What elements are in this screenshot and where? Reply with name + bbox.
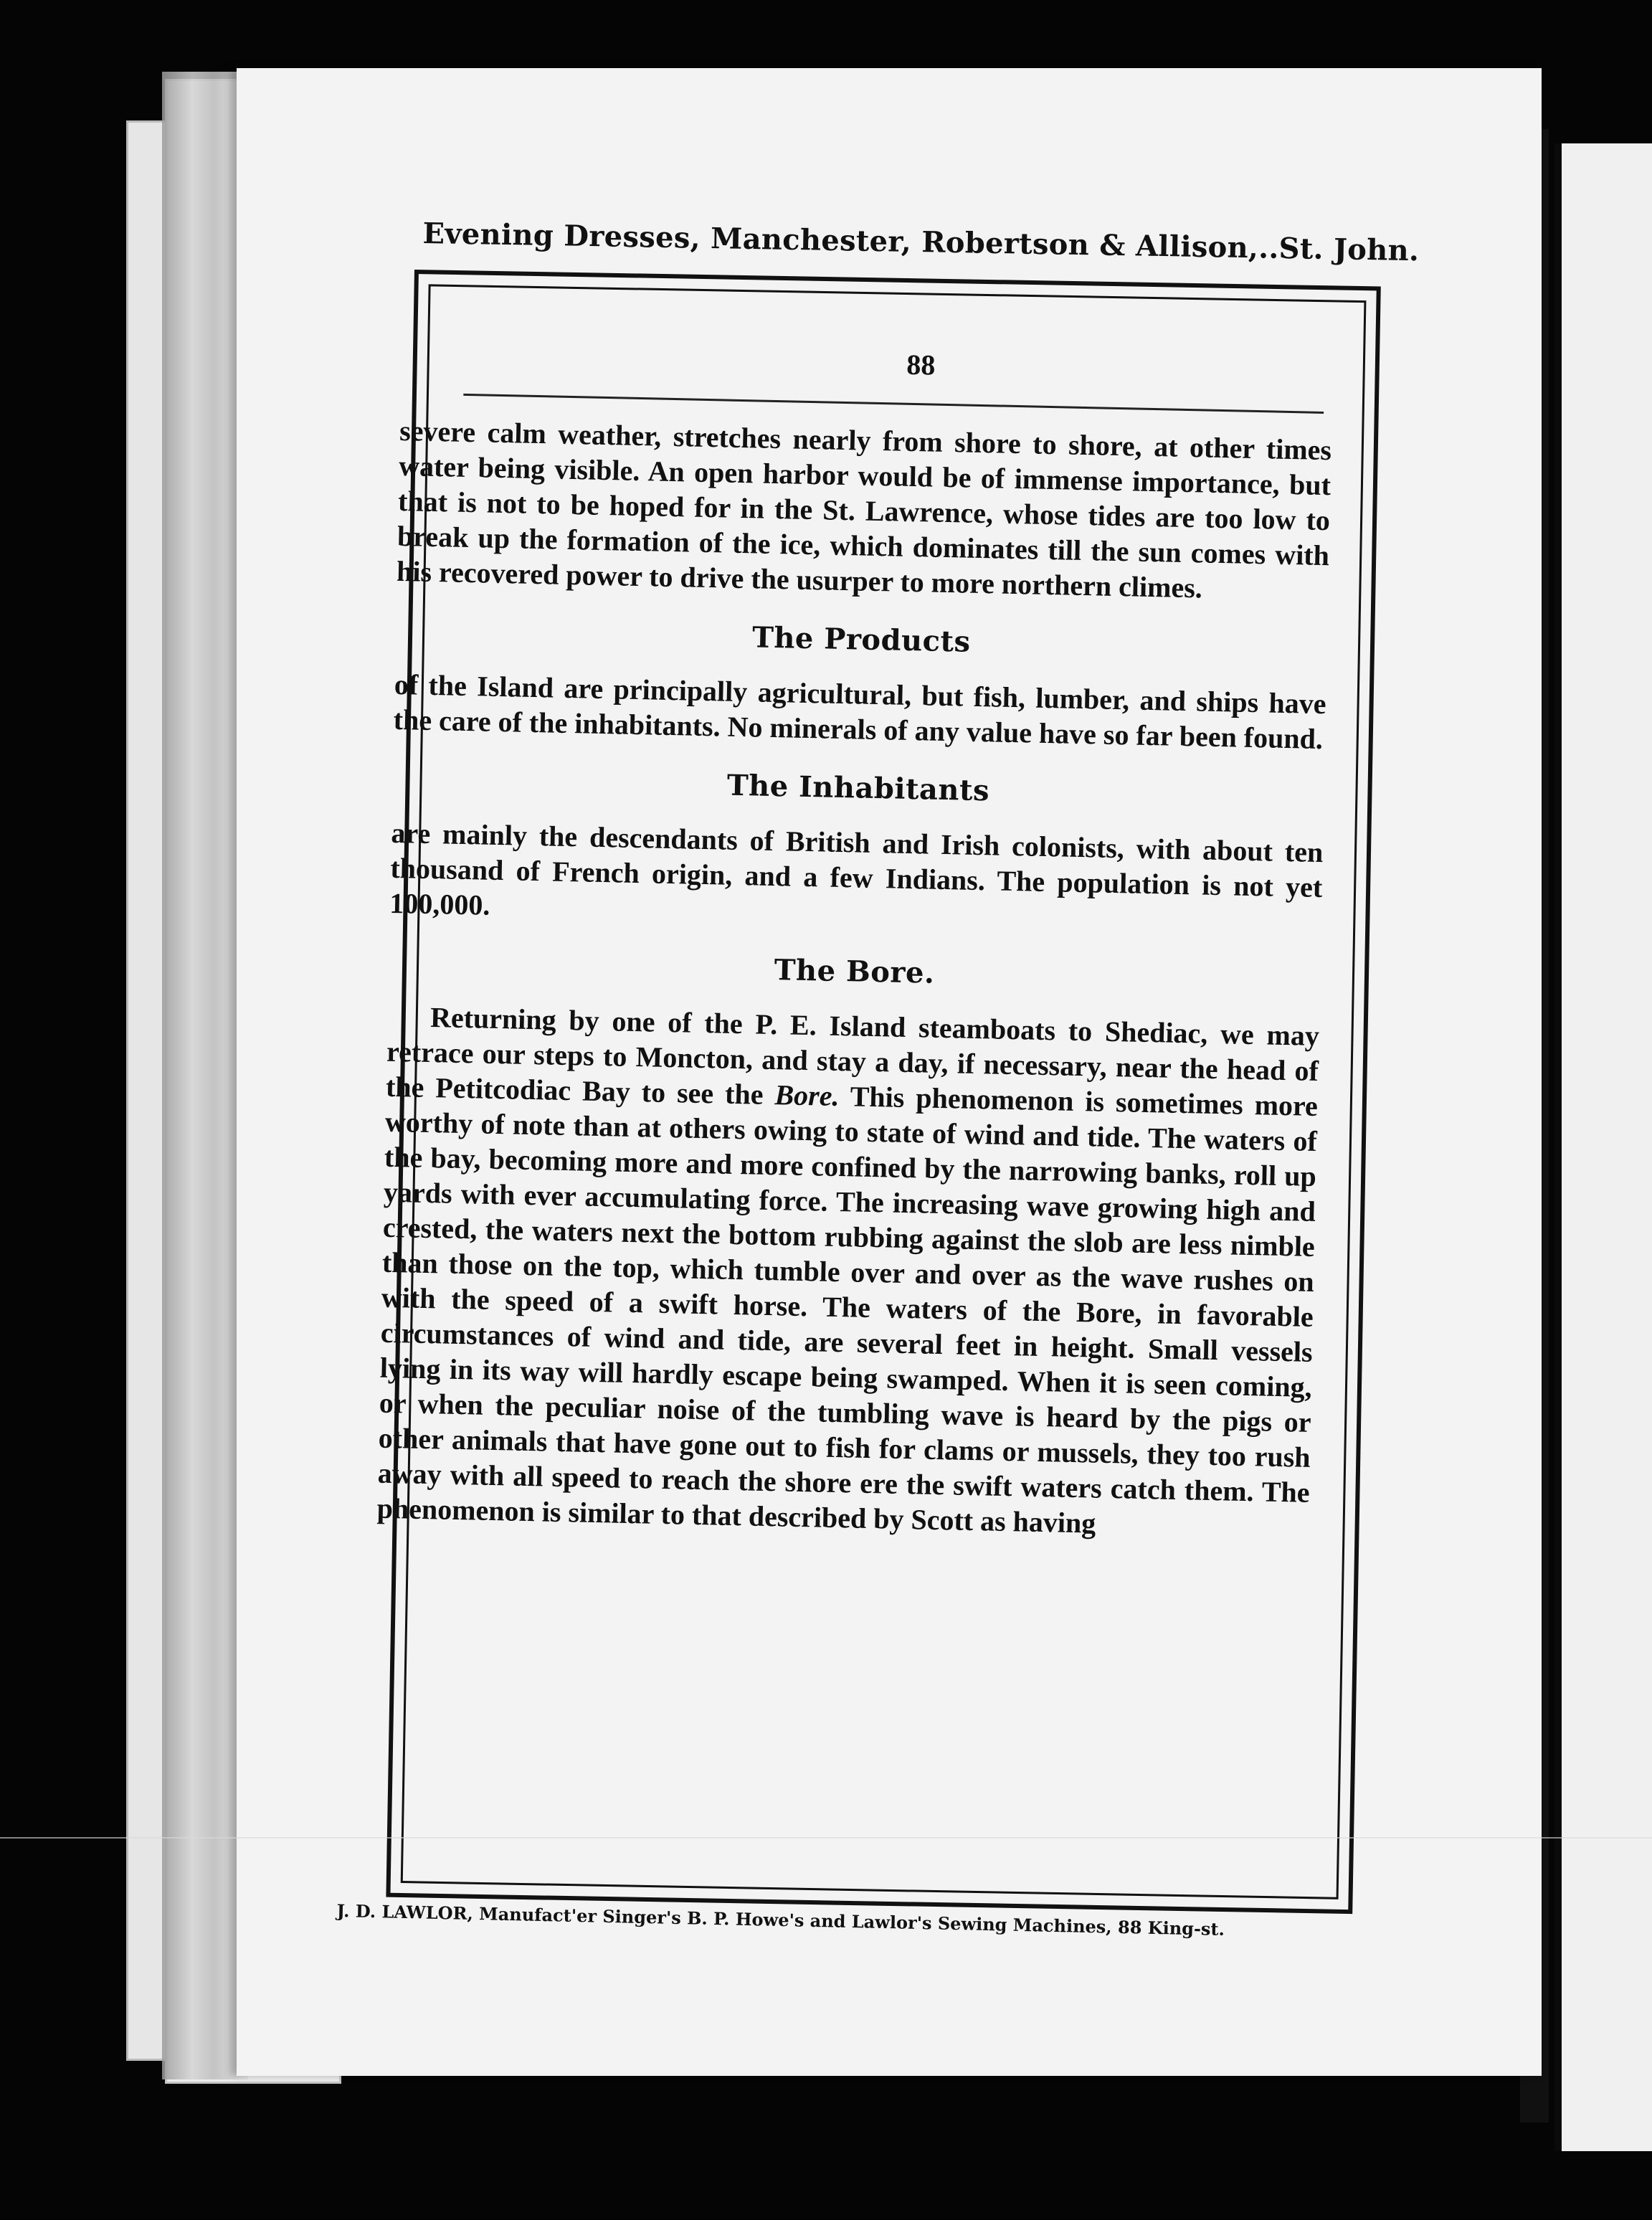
facing-page-edge (1554, 143, 1652, 2151)
heading-products: The Products (751, 620, 971, 659)
paragraph-bore-italic: Bore. (774, 1078, 840, 1113)
paragraph-bore (376, 999, 1319, 1545)
scan-artifact-line (0, 1837, 1652, 1839)
page-footer-advert: J. D. LAWLOR, Manufact'er Singer's B. P. Howe's and Lawlor's Sewing Machines, 88 King-st. (336, 1900, 1225, 1940)
page-edge-curl (162, 72, 248, 2079)
page-content (376, 337, 1333, 1545)
heading-bore: The Bore. (774, 953, 935, 990)
heading-inhabitants: The Inhabitants (726, 768, 990, 808)
page-number: 88 (906, 348, 936, 381)
paragraph-products: of the Island are principally agricultural, but fish, lumber, and ships have the care of the inhabitants. No minerals of any value have so far been found. (393, 668, 1327, 756)
paragraph-ice: severe calm weather, stretches nearly from shore to shore, at other times water being visible. An open harbor would be of immense importance, but that is not to be hoped for in the St. Lawrence, whose tides are too low to break up the formation of the ice, which dominates till the sun comes with his recovered power to drive the usurper to more northern climes. (396, 414, 1332, 604)
page-header-advert: Evening Dresses, Manchester, Robertson & Allison,..St. John. (422, 217, 1420, 268)
paragraph-bore-part1: Returning by one of the P. E. Island steamboats to Shediac, we may retrace our steps to Moncton, and stay a day, if necessary, near the head of the Petitcodiac Bay to see the (385, 1001, 1320, 1111)
paragraph-bore-part2: This phenomenon is sometimes more worthy of note than at others owing to state of wind and tide. The waters of the bay, becoming more and more confined by the narrowing banks, roll up yards with ever accumulating force. The increasing wave growing high and crested, the waters next the bottom rubbing against the slob are less nimble than those on the top, which tumble over and over as the wave rushes on with the speed of a swift horse. The waters of the Bore, in favorable circumstances of wind and tide, are several feet in height. Small vessels lying in its way will hardly escape being swamped. When it is seen coming, or when the peculiar noise of the tumbling wave is heard by the pigs or other animals that have gone out to fish for clams or mussels, they too rush away with all speed to reach the shore ere the swift waters catch them. The phenomenon is similar to that described by Scott as having (376, 1080, 1319, 1540)
paragraph-inhabitants: are mainly the descendants of British and Irish colonists, with about ten thousand of French origin, and a few Indians. The population is not yet 100,000. (389, 816, 1324, 921)
header-rule (463, 394, 1324, 414)
